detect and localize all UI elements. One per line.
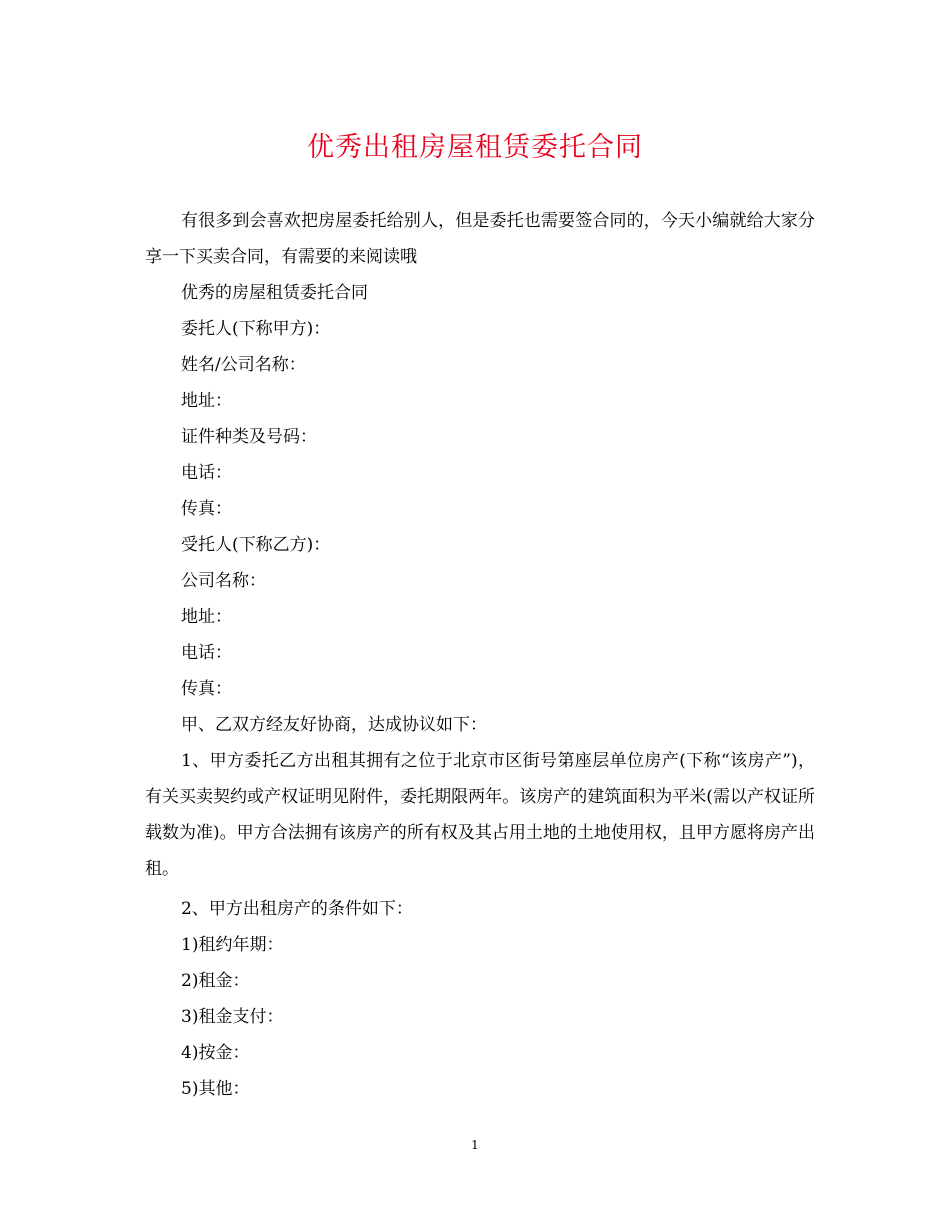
document-body <box>145 203 815 1107</box>
agent-phone-field: 电话： <box>181 643 232 663</box>
agreement-intro: 甲、乙双方经友好协商，达成协议如下： <box>181 715 487 735</box>
clause-1: 1、甲方委托乙方出租其拥有之位于北京市区街号第座层单位房产(下称“该房产”)，有关买卖契约或产权证明见附件，委托期限两年。该房产的建筑面积为平米(需以产权证所载数为准)。甲方合法拥有该房产的所有权及其占用土地的土地使用权，且甲方愿将房产出租。 <box>145 751 815 879</box>
agent-fax-field: 传真： <box>181 679 232 699</box>
intro-paragraph: 有很多到会喜欢把房屋委托给别人，但是委托也需要签合同的，今天小编就给大家分享一下买卖合同，有需要的来阅读哦 <box>145 211 815 267</box>
clause-2-item-3: 3)租金支付： <box>181 1007 284 1027</box>
page-number: 1 <box>471 1138 479 1152</box>
principal-name-field: 姓名/公司名称： <box>181 355 306 375</box>
clause-2-item-5: 5)其他： <box>181 1079 250 1099</box>
clause-2-item-2: 2)租金： <box>181 971 250 991</box>
clause-2-item-1: 1)租约年期： <box>181 935 284 955</box>
agent-company-field: 公司名称： <box>181 571 266 591</box>
clause-2: 2、甲方出租房产的条件如下： <box>181 899 413 919</box>
principal-phone-field: 电话： <box>181 463 232 483</box>
document-title: 优秀出租房屋租赁委托合同 <box>307 132 643 163</box>
contract-heading: 优秀的房屋租赁委托合同 <box>181 283 368 303</box>
agent-label: 受托人(下称乙方)： <box>181 535 331 555</box>
principal-fax-field: 传真： <box>181 499 232 519</box>
principal-label: 委托人(下称甲方)： <box>181 319 331 339</box>
principal-id-field: 证件种类及号码： <box>181 427 317 447</box>
agent-address-field: 地址： <box>181 607 232 627</box>
clause-2-item-4: 4)按金： <box>181 1043 250 1063</box>
principal-address-field: 地址： <box>181 391 232 411</box>
